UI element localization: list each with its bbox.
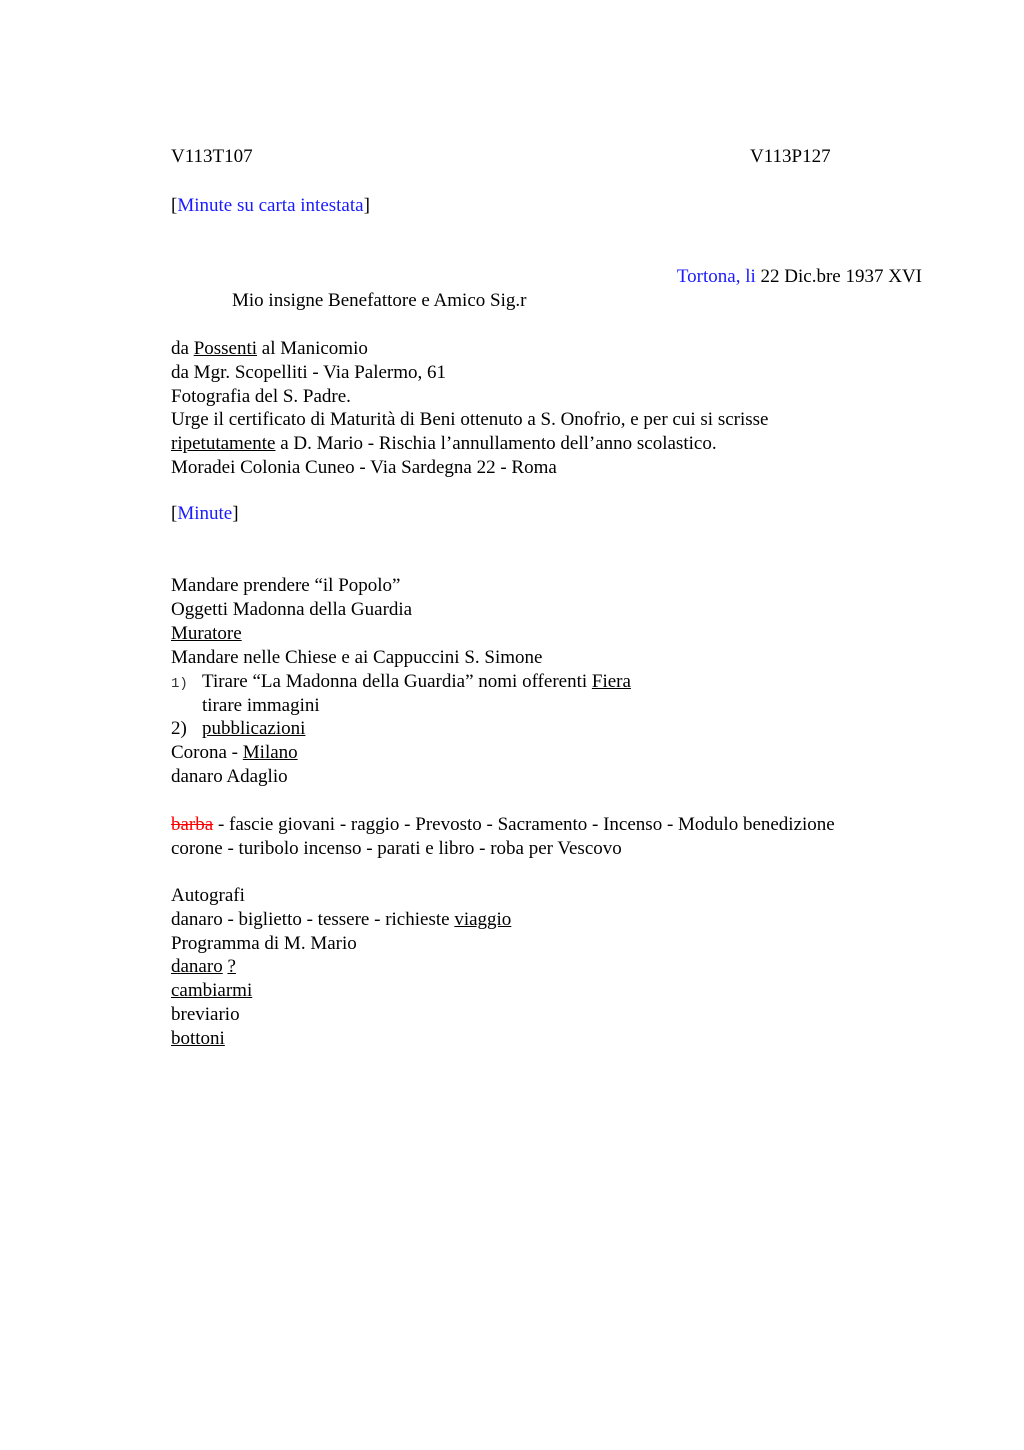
text-line: Urge il certificato di Maturità di Beni ottenuto a S. Onofrio, e per cui si scrisse [171, 409, 769, 430]
dateline-place: Tortona, li [676, 266, 756, 287]
struck-word: barba [171, 814, 214, 835]
dateline-date: 22 Dic.bre 1937 XVI [760, 266, 922, 287]
text-line: danaro ? [171, 956, 236, 977]
text-line: Oggetti Madonna della Guardia [171, 599, 413, 620]
text-line: Moradei Colonia Cuneo - Via Sardegna 22 - Roma [171, 457, 557, 478]
editorial-note-minute: [Minute] [171, 503, 239, 524]
list-item-text: Tirare “La Madonna della Guardia” nomi offerenti Fiera [202, 671, 631, 692]
text-line: Fotografia del S. Padre. [171, 386, 351, 407]
text-line: ripetutamente a D. Mario - Rischia l’annullamento dell’anno scolastico. [171, 433, 717, 454]
text-line: breviario [171, 1004, 240, 1025]
text-line: Mandare nelle Chiese e ai Cappuccini S. Simone [171, 647, 543, 668]
list-item-continuation: tirare immagini [202, 695, 320, 716]
dateline [677, 266, 922, 288]
text-line: Mandare prendere “il Popolo” [171, 575, 401, 596]
list-item [171, 717, 187, 741]
list-item [171, 670, 188, 696]
list-number: 2) [171, 718, 187, 739]
text-line: bottoni [171, 1028, 225, 1049]
document-code-left: V113T107 [171, 146, 253, 167]
text-line: Programma di M. Mario [171, 933, 357, 954]
document-code-right: V113P127 [750, 146, 831, 167]
text-line: danaro Adaglio [171, 766, 288, 787]
text-line: Autografi [171, 885, 245, 906]
text-line: barba - fascie giovani - raggio - Prevosto - Sacramento - Incenso - Modulo benedizione [171, 814, 835, 835]
text-line: corone - turibolo incenso - parati e libro - roba per Vescovo [171, 838, 622, 859]
text-line: Muratore [171, 623, 242, 644]
text-line: da Possenti al Manicomio [171, 338, 368, 359]
list-item-text: pubblicazioni [202, 718, 306, 739]
editorial-note-letterhead: [Minute su carta intestata] [171, 195, 370, 216]
list-number: 1) [171, 676, 188, 692]
text-line: cambiarmi [171, 980, 253, 1001]
text-line: danaro - biglietto - tessere - richieste viaggio [171, 909, 512, 930]
salutation: Mio insigne Benefattore e Amico Sig.r [232, 290, 527, 311]
text-line: da Mgr. Scopelliti - Via Palermo, 61 [171, 362, 447, 383]
text-line: Corona - Milano [171, 742, 298, 763]
